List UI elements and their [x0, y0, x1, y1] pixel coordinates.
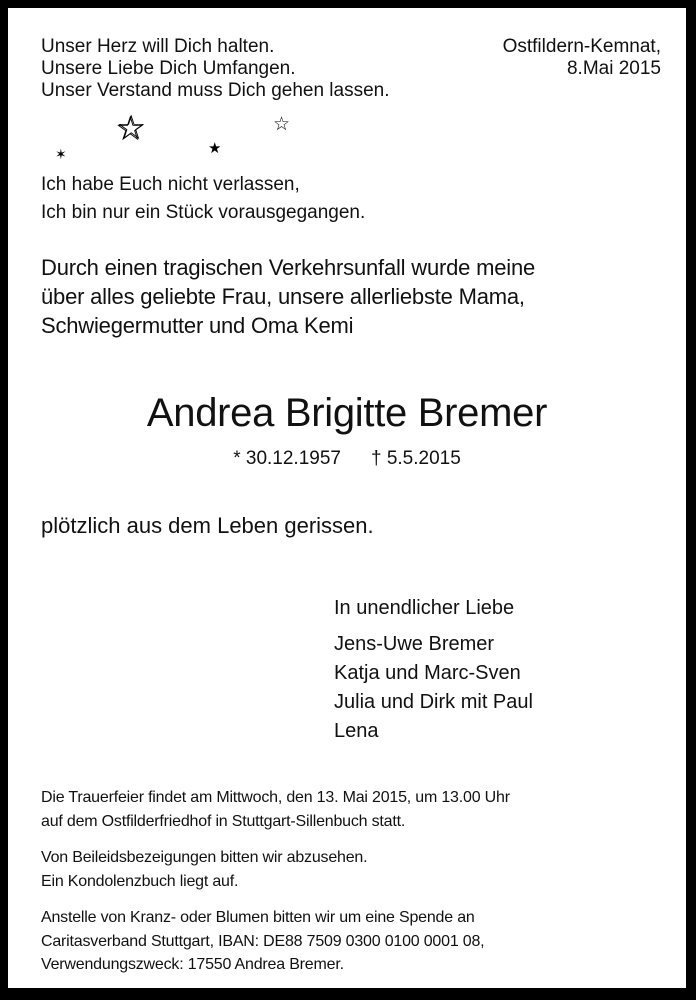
mourner-name: Katja und Marc-Sven: [334, 662, 521, 684]
announcement-closing: plötzlich aus dem Leben gerissen.: [41, 513, 374, 538]
info-line: Anstelle von Kranz- oder Blumen bitten wir um eine Spende an: [41, 909, 475, 926]
condolence-info: [41, 846, 367, 893]
poem-line: Unser Verstand muss Dich gehen lassen.: [41, 80, 390, 101]
deceased-name: Andrea Brigitte Bremer: [146, 391, 548, 435]
info-line: Die Trauerfeier findet am Mittwoch, den 13. Mai 2015, um 13.00 Uhr: [41, 789, 510, 806]
poem-line: Unsere Liebe Dich Umfangen.: [41, 58, 296, 79]
death-date: † 5.5.2015: [370, 448, 461, 469]
info-line: Ein Kondolenzbuch liegt auf.: [41, 872, 239, 890]
mourners-list: [334, 630, 533, 746]
place: Ostfildern-Kemnat,: [502, 36, 661, 57]
mourner-name: Lena: [334, 720, 379, 742]
poem-line: Ich bin nur ein Stück vorausgegangen.: [41, 202, 366, 223]
info-line: auf dem Ostfilderfriedhof in Stuttgart-Sillenbuch statt.: [41, 812, 406, 830]
star-outline-large-icon: ☆: [116, 109, 147, 147]
poem-line: Unser Herz will Dich halten.: [41, 36, 275, 57]
mourner-name: Julia und Dirk mit Paul: [334, 691, 533, 713]
obituary-notice: [8, 8, 686, 988]
star-filled-small-icon: ✶: [55, 146, 67, 162]
funeral-info: [41, 786, 510, 833]
mourners-heading: In unendlicher Liebe: [334, 597, 515, 619]
info-line: Von Beileidsbezeigungen bitten wir abzusehen.: [41, 849, 368, 866]
life-dates: [8, 446, 686, 472]
poem-line: Ich habe Euch nicht verlassen,: [41, 174, 300, 195]
star-filled-small-icon: ★: [208, 140, 222, 157]
intro-line: über alles geliebte Frau, unsere allerliebste Mama,: [41, 284, 525, 309]
star-outline-small-icon: ☆: [273, 114, 291, 135]
notice-date: 8.Mai 2015: [566, 58, 661, 79]
poem-verse-2: [41, 171, 365, 227]
announcement-intro: [41, 253, 535, 340]
place-and-date: [503, 36, 661, 80]
intro-line: Schwiegermutter und Oma Kemi: [41, 313, 354, 338]
info-line: Verwendungszweck: 17550 Andrea Bremer.: [41, 956, 344, 973]
info-line: Caritasverband Stuttgart, IBAN: DE88 7509 0300 0100 0001 08,: [41, 932, 485, 950]
birth-date: * 30.12.1957: [233, 448, 341, 469]
poem-verse: [41, 36, 390, 102]
mourner-name: Jens-Uwe Bremer: [334, 633, 495, 655]
donation-info: [41, 906, 484, 977]
intro-line: Durch einen tragischen Verkehrsunfall wurde meine: [41, 255, 536, 280]
